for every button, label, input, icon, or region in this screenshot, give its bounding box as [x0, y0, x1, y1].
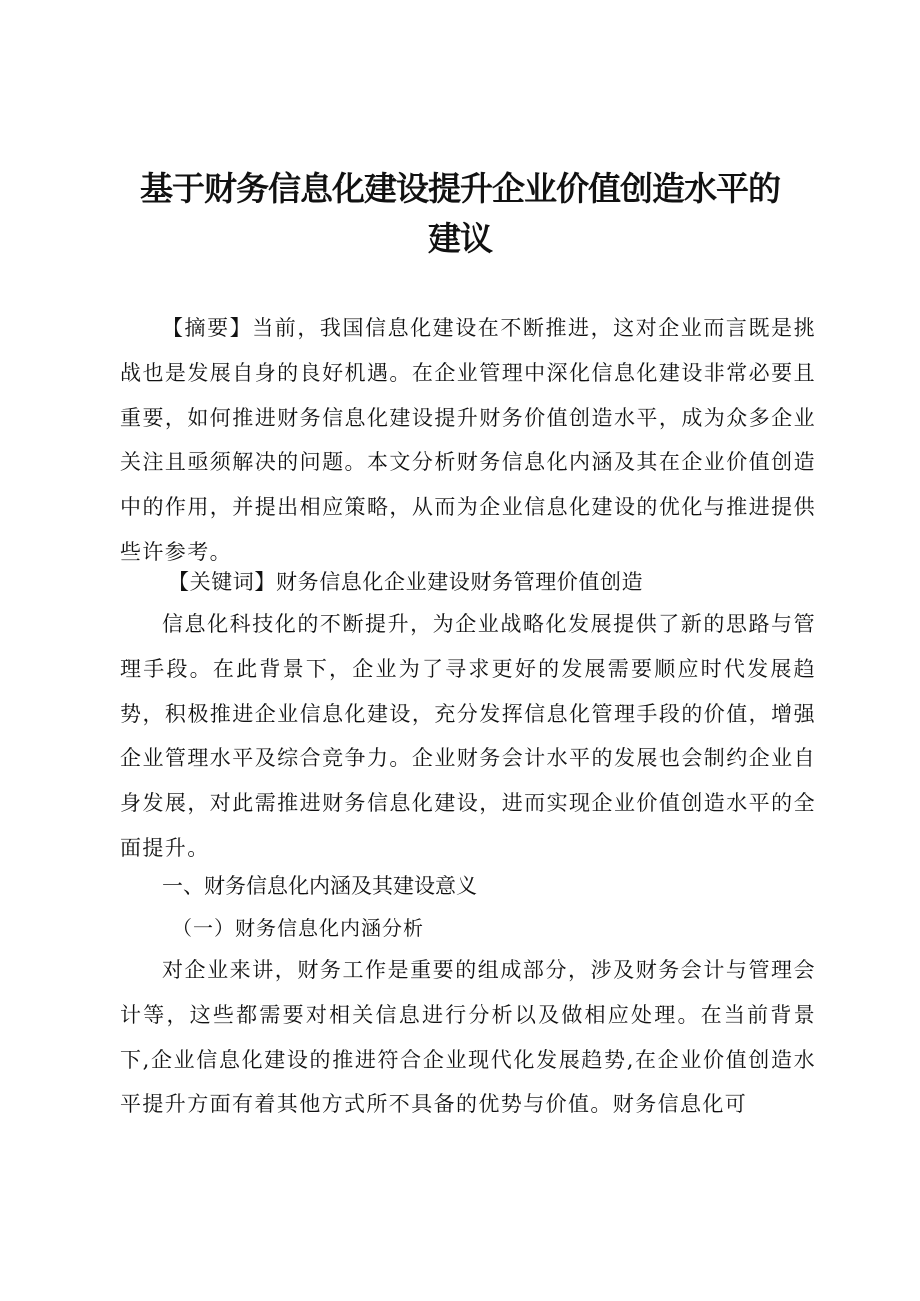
intro-paragraph: 信息化科技化的不断提升，为企业战略化发展提供了新的思路与管理手段。在此背景下，企业为了寻求更好的发展需要顺应时代发展趋势，积极推进企业信息化建设，充分发挥信息化管理手段的价值，增强企业管理水平及综合竞争力。企业财务会计水平的发展也会制约企业自身发展，对此需推进财务信息化建设，进而实现企业价值创造水平的全面提升。 — [120, 612, 816, 860]
document-title-line-2: 建议 — [428, 219, 492, 258]
keywords-line: 【关键词】财务信息化企业建设财务管理价值创造 — [168, 570, 644, 594]
document-title-line-1: 基于财务信息化建设提升企业价值创造水平的 — [140, 169, 780, 208]
subsection-heading: （一）财务信息化内涵分析 — [172, 916, 424, 940]
subsection-body-paragraph: 对企业来讲，财务工作是重要的组成部分，涉及财务会计与管理会计等，这些都需要对相关信息进行分析以及做相应处理。在当前背景下,企业信息化建设的推进符合企业现代化发展趋势,在企业价值创造水平提升方面有着其他方式所不具备的优势与价值。财务信息化可 — [120, 958, 816, 1117]
section-heading: 一、财务信息化内涵及其建设意义 — [162, 874, 477, 898]
abstract-paragraph: 【摘要】当前，我国信息化建设在不断推进，这对企业而言既是挑战也是发展自身的良好机遇。在企业管理中深化信息化建设非常必要且重要，如何推进财务信息化建设提升财务价值创造水平，成为众多企业关注且亟须解决的问题。本文分析财务信息化内涵及其在企业价值创造中的作用，并提出相应策略，从而为企业信息化建设的优化与推进提供些许参考。 — [120, 316, 816, 564]
